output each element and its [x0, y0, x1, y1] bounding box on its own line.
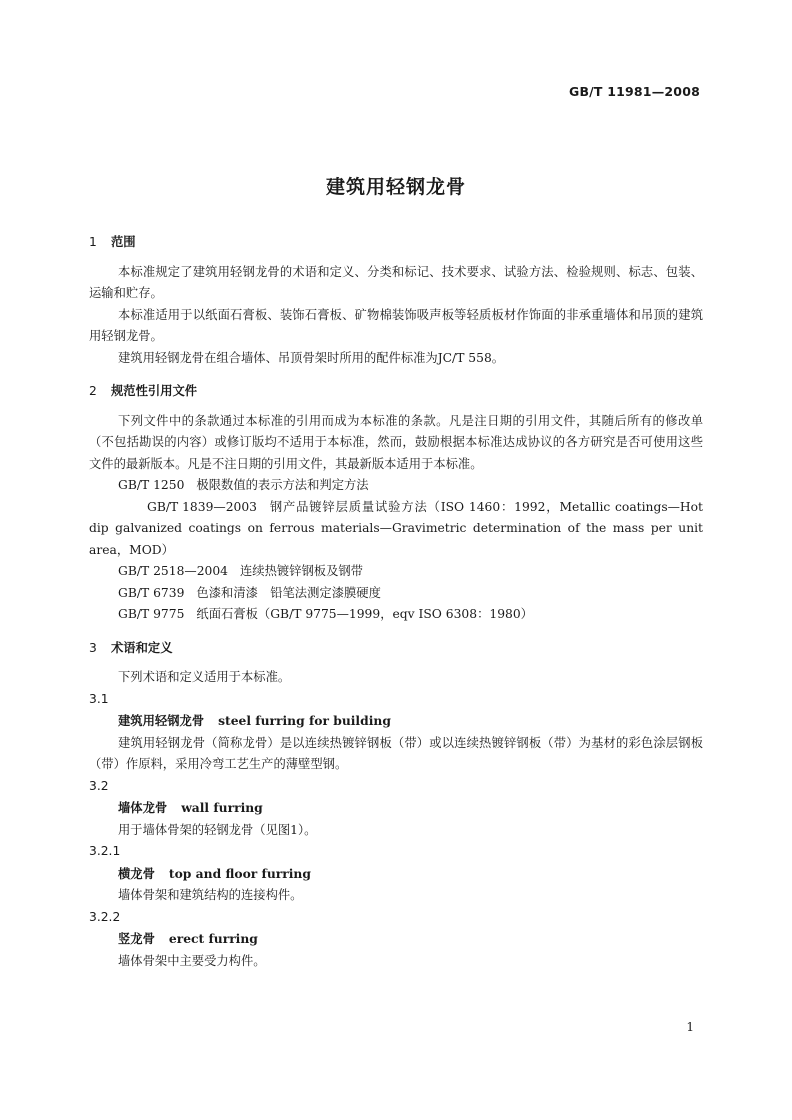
standard-number: GB/T 11981—2008 — [568, 84, 700, 99]
section-number: 2 — [89, 384, 97, 398]
section-number: 1 — [89, 235, 97, 249]
term-entry — [89, 928, 703, 951]
term-english: wall furring — [181, 800, 263, 815]
term-chinese: 横龙骨 — [118, 866, 155, 881]
reference-code: GB/T 2518—2004 — [118, 564, 228, 578]
reference-code: GB/T 6739 — [118, 585, 185, 600]
reference-title: 钢产品镀锌层质量试验方法（ISO 1460：1992，Metallic coatings—Hot dip galvanized coatings on ferrous materials—Gravimetric determination of the mass per unit area，MOD） — [89, 499, 703, 557]
term-chinese: 竖龙骨 — [118, 932, 155, 946]
section-heading-normative-references — [89, 381, 703, 403]
term-entry — [89, 863, 703, 886]
reference-item — [89, 561, 703, 583]
reference-code: GB/T 9775 — [118, 607, 185, 621]
paragraph: 本标准适用于以纸面石膏板、装饰石膏板、矿物棉装饰吸声板等轻质板材作饰面的非承重墙体和吊顶的建筑用轻钢龙骨。 — [89, 307, 703, 343]
term-english: steel furring for building — [218, 713, 391, 728]
term-chinese: 建筑用轻钢龙骨 — [118, 714, 205, 728]
reference-item — [89, 583, 703, 605]
term-entry — [89, 797, 703, 820]
clause-number: 3.1 — [89, 691, 109, 706]
term-definition: 墙体骨架中主要受力构件。 — [118, 953, 266, 968]
reference-title: 纸面石膏板（GB/T 9775—1999，eqv ISO 6308：1980） — [196, 607, 533, 621]
term-chinese: 墙体龙骨 — [118, 801, 168, 815]
paragraph: 下列术语和定义适用于本标准。 — [118, 670, 291, 684]
term-definition: 墙体骨架和建筑结构的连接构件。 — [118, 888, 303, 902]
page-number: 1 — [686, 1020, 694, 1034]
term-definition: 建筑用轻钢龙骨（简称龙骨）是以连续热镀锌钢板（带）或以连续热镀锌钢板（带）为基材的彩色涂层钢板（带）作原料，采用冷弯工艺生产的薄壁型钢。 — [89, 735, 703, 771]
reference-title: 连续热镀锌钢板及钢带 — [240, 564, 363, 578]
paragraph: 建筑用轻钢龙骨在组合墙体、吊顶骨架时所用的配件标准为JC/T 558。 — [118, 350, 505, 365]
term-english: top and floor furring — [168, 865, 311, 881]
section-heading-scope — [89, 232, 703, 254]
document-title: 建筑用轻钢龙骨 — [325, 176, 466, 198]
term-english: erect furring — [168, 931, 258, 946]
section-heading-terms-and-definitions — [89, 638, 703, 660]
section-title: 规范性引用文件 — [111, 384, 198, 398]
reference-code: GB/T 1839—2003 — [147, 499, 257, 514]
term-entry — [89, 710, 703, 733]
reference-code: GB/T 1250 — [118, 478, 185, 492]
term-definition: 用于墙体骨架的轻钢龙骨（见图1）。 — [118, 822, 317, 837]
reference-title: 极限数值的表示方法和判定方法 — [196, 478, 369, 492]
section-title: 范围 — [111, 235, 136, 249]
section-title: 术语和定义 — [111, 640, 173, 655]
reference-item — [89, 497, 703, 562]
reference-title: 色漆和清漆 铅笔法测定漆膜硬度 — [196, 585, 381, 600]
document-body — [89, 232, 703, 972]
paragraph: 下列文件中的条款通过本标准的引用而成为本标准的条款。凡是注日期的引用文件，其随后所有的修改单（不包括勘误的内容）或修订版均不适用于本标准，然而，鼓励根据本标准达成协议的各方研究是否可使用这些文件的最新版本。凡是不注日期的引用文件，其最新版本适用于本标准。 — [89, 413, 703, 471]
reference-item — [89, 475, 703, 497]
section-number: 3 — [89, 640, 97, 655]
reference-item — [89, 604, 703, 626]
clause-number: 3.2.1 — [89, 844, 121, 858]
paragraph: 本标准规定了建筑用轻钢龙骨的术语和定义、分类和标记、技术要求、试验方法、检验规则、标志、包装、运输和贮存。 — [89, 264, 703, 300]
clause-number: 3.2.2 — [89, 909, 121, 924]
clause-number: 3.2 — [89, 778, 109, 793]
